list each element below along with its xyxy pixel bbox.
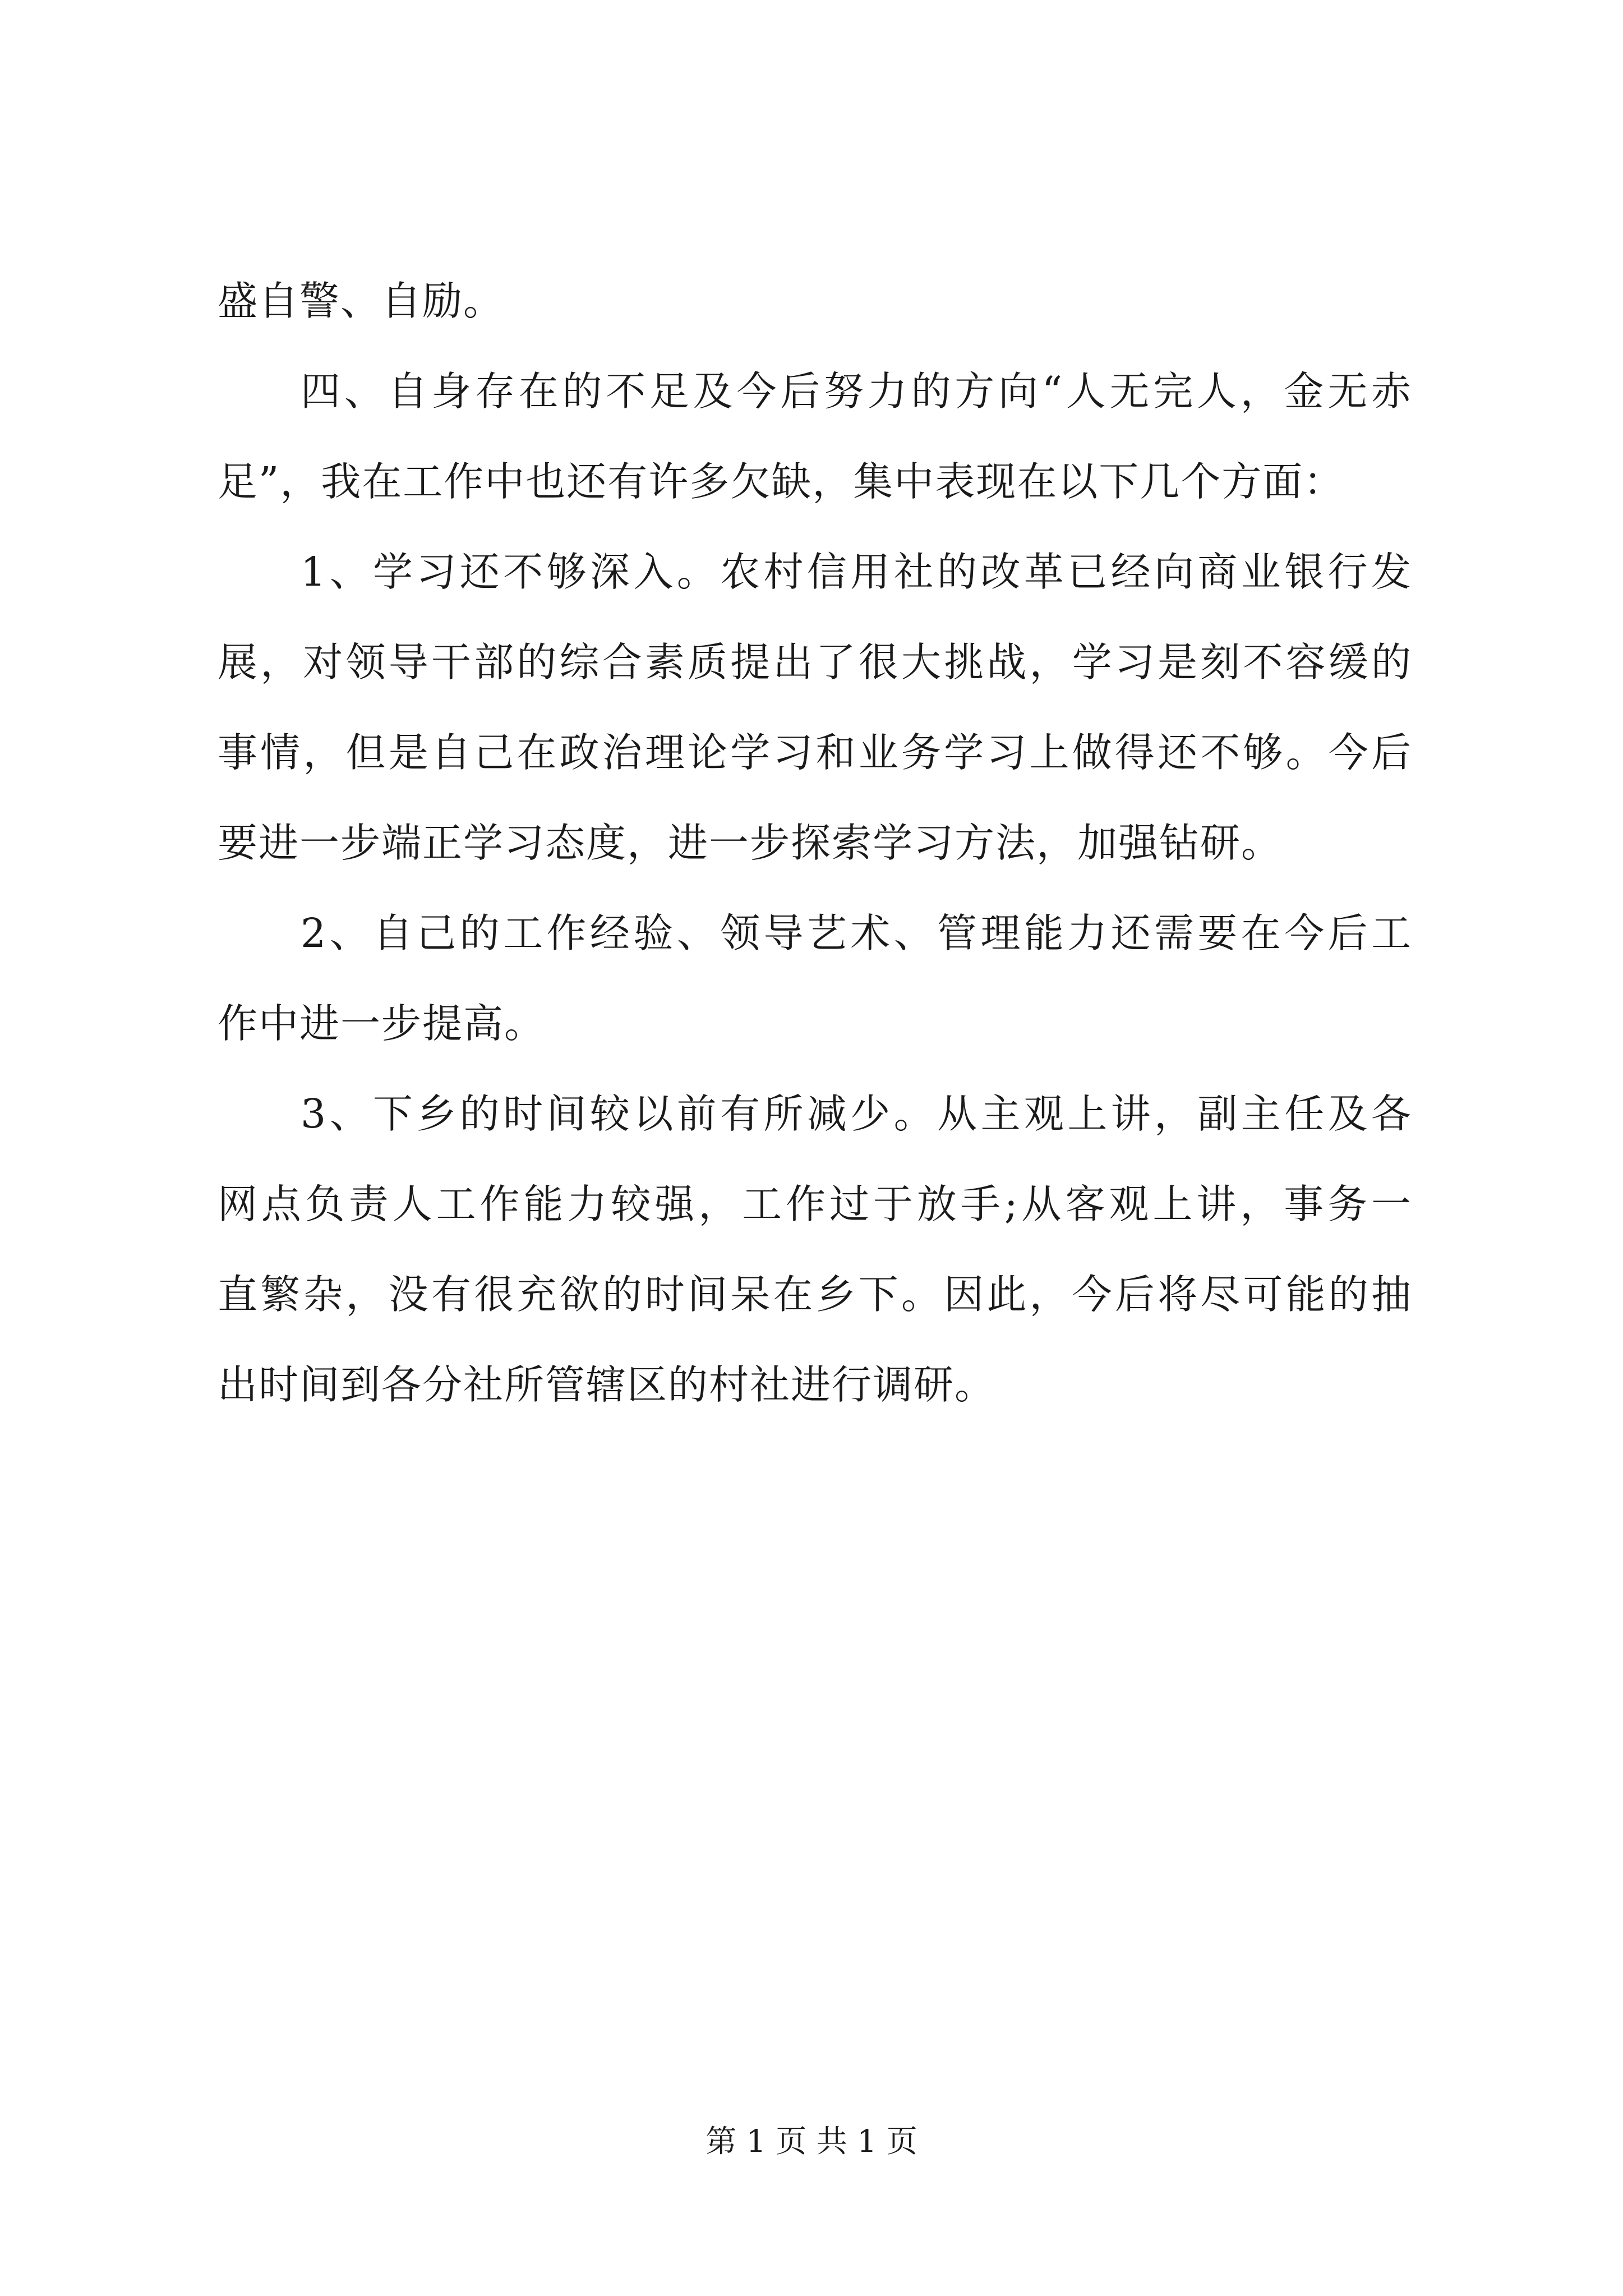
text-line: 2、自己的工作经验、领导艺术、管理能力还需要在今后工 (301, 910, 1412, 956)
text-line: 作中进一步提高。 (218, 1000, 546, 1047)
text-line: 要进一步端正学习态度，进一步探索学习方法，加强钻研。 (218, 820, 1283, 866)
text-line: 四、自身存在的不足及今后努力的方向“人无完人，金无赤 (301, 368, 1412, 415)
page-number-label: 第 1 页 共 1 页 (706, 2123, 917, 2159)
text-line: 盛自警、自励。 (218, 278, 505, 324)
text-line: 直繁杂，没有很充欲的时间呆在乡下。因此，今后将尽可能的抽 (218, 1271, 1412, 1318)
text-line: 3、下乡的时间较以前有所减少。从主观上讲，副主任及各 (301, 1091, 1412, 1137)
text-line: 足”，我在工作中也还有许多欠缺，集中表现在以下几个方面： (218, 458, 1345, 505)
text-line: 网点负责人工作能力较强，工作过于放手;从客观上讲，事务一 (218, 1181, 1412, 1227)
text-line: 事情，但是自己在政治理论学习和业务学习上做得还不够。今后 (218, 729, 1412, 776)
page-footer (0, 2122, 1623, 2161)
paragraph (218, 256, 1412, 346)
text-line: 展，对领导干部的综合素质提出了很大挑战，学习是刻不容缓的 (218, 639, 1412, 685)
paragraph (218, 1069, 1412, 1430)
paragraph (218, 527, 1412, 888)
document-body (218, 256, 1412, 1430)
text-line: 1、学习还不够深入。农村信用社的改革已经向商业银行发 (301, 549, 1412, 595)
paragraph (218, 346, 1412, 527)
paragraph (218, 888, 1412, 1069)
text-line: 出时间到各分社所管辖区的村社进行调研。 (218, 1361, 996, 1408)
